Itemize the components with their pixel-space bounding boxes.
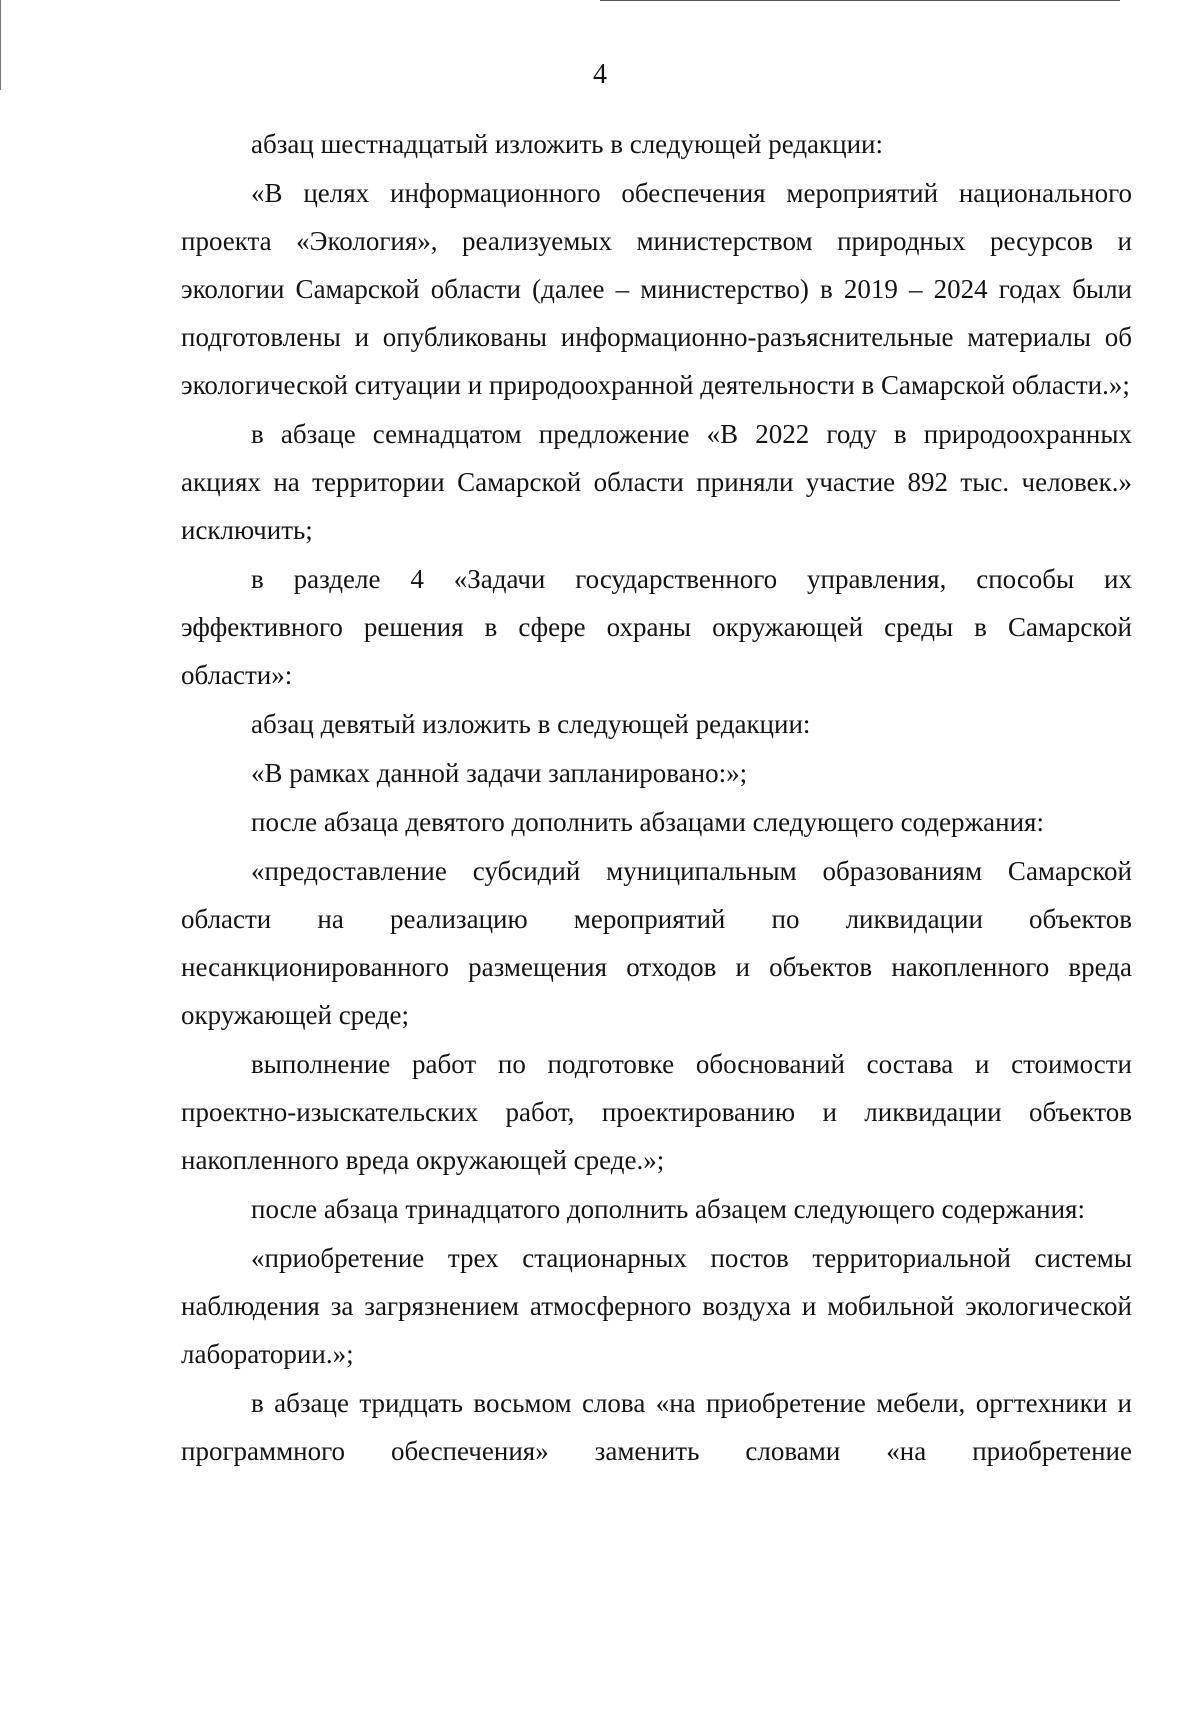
paragraph: в абзаце тридцать восьмом слова «на приобретение мебели, оргтехники и программного обеспечения» заменить словами «на приобретение	[181, 1388, 1132, 1466]
paragraph: абзац девятый изложить в следующей редакции:	[251, 709, 811, 739]
paragraph: «В рамках данной задачи запланировано:»;	[251, 758, 748, 788]
paragraph: абзац шестнадцатый изложить в следующей редакции:	[251, 129, 884, 159]
paragraph: выполнение работ по подготовке обоснований состава и стоимости проектно-изыскательских работ, проектированию и ликвидации объектов накопленного вреда окружающей среде.»;	[181, 1049, 1132, 1175]
page-number: 4	[593, 59, 607, 90]
paragraph: «предоставление субсидий муниципальным образованиям Самарской области на реализацию мероприятий по ликвидации объектов несанкционированного размещения отходов и объектов накопленного вреда окружающей среде;	[181, 856, 1132, 1030]
document-body	[181, 120, 1132, 1475]
paragraph: после абзаца девятого дополнить абзацами следующего содержания:	[251, 807, 1044, 837]
paragraph: в разделе 4 «Задачи государственного управления, способы их эффективного решения в сфере охраны окружающей среды в Самарской области»:	[181, 564, 1132, 690]
scan-edge-top	[600, 0, 1120, 1]
paragraph: после абзаца тринадцатого дополнить абзацем следующего содержания:	[251, 1194, 1085, 1224]
paragraph: «В целях информационного обеспечения мероприятий национального проекта «Экология», реализуемых министерством природных ресурсов и экологии Самарской области (далее – министерство) в 2019 – 2024 годах были подготовлены и опубликованы информационно-разъяснительные материалы об экологической ситуации и природоохранной деятельности в Самарской области.»;	[181, 178, 1132, 400]
paragraph: в абзаце семнадцатом предложение «В 2022 году в природоохранных акциях на территории Самарской области приняли участие 892 тыс. человек.» исключить;	[181, 419, 1132, 545]
paragraph: «приобретение трех стационарных постов территориальной системы наблюдения за загрязнением атмосферного воздуха и мобильной экологической лаборатории.»;	[181, 1243, 1132, 1369]
